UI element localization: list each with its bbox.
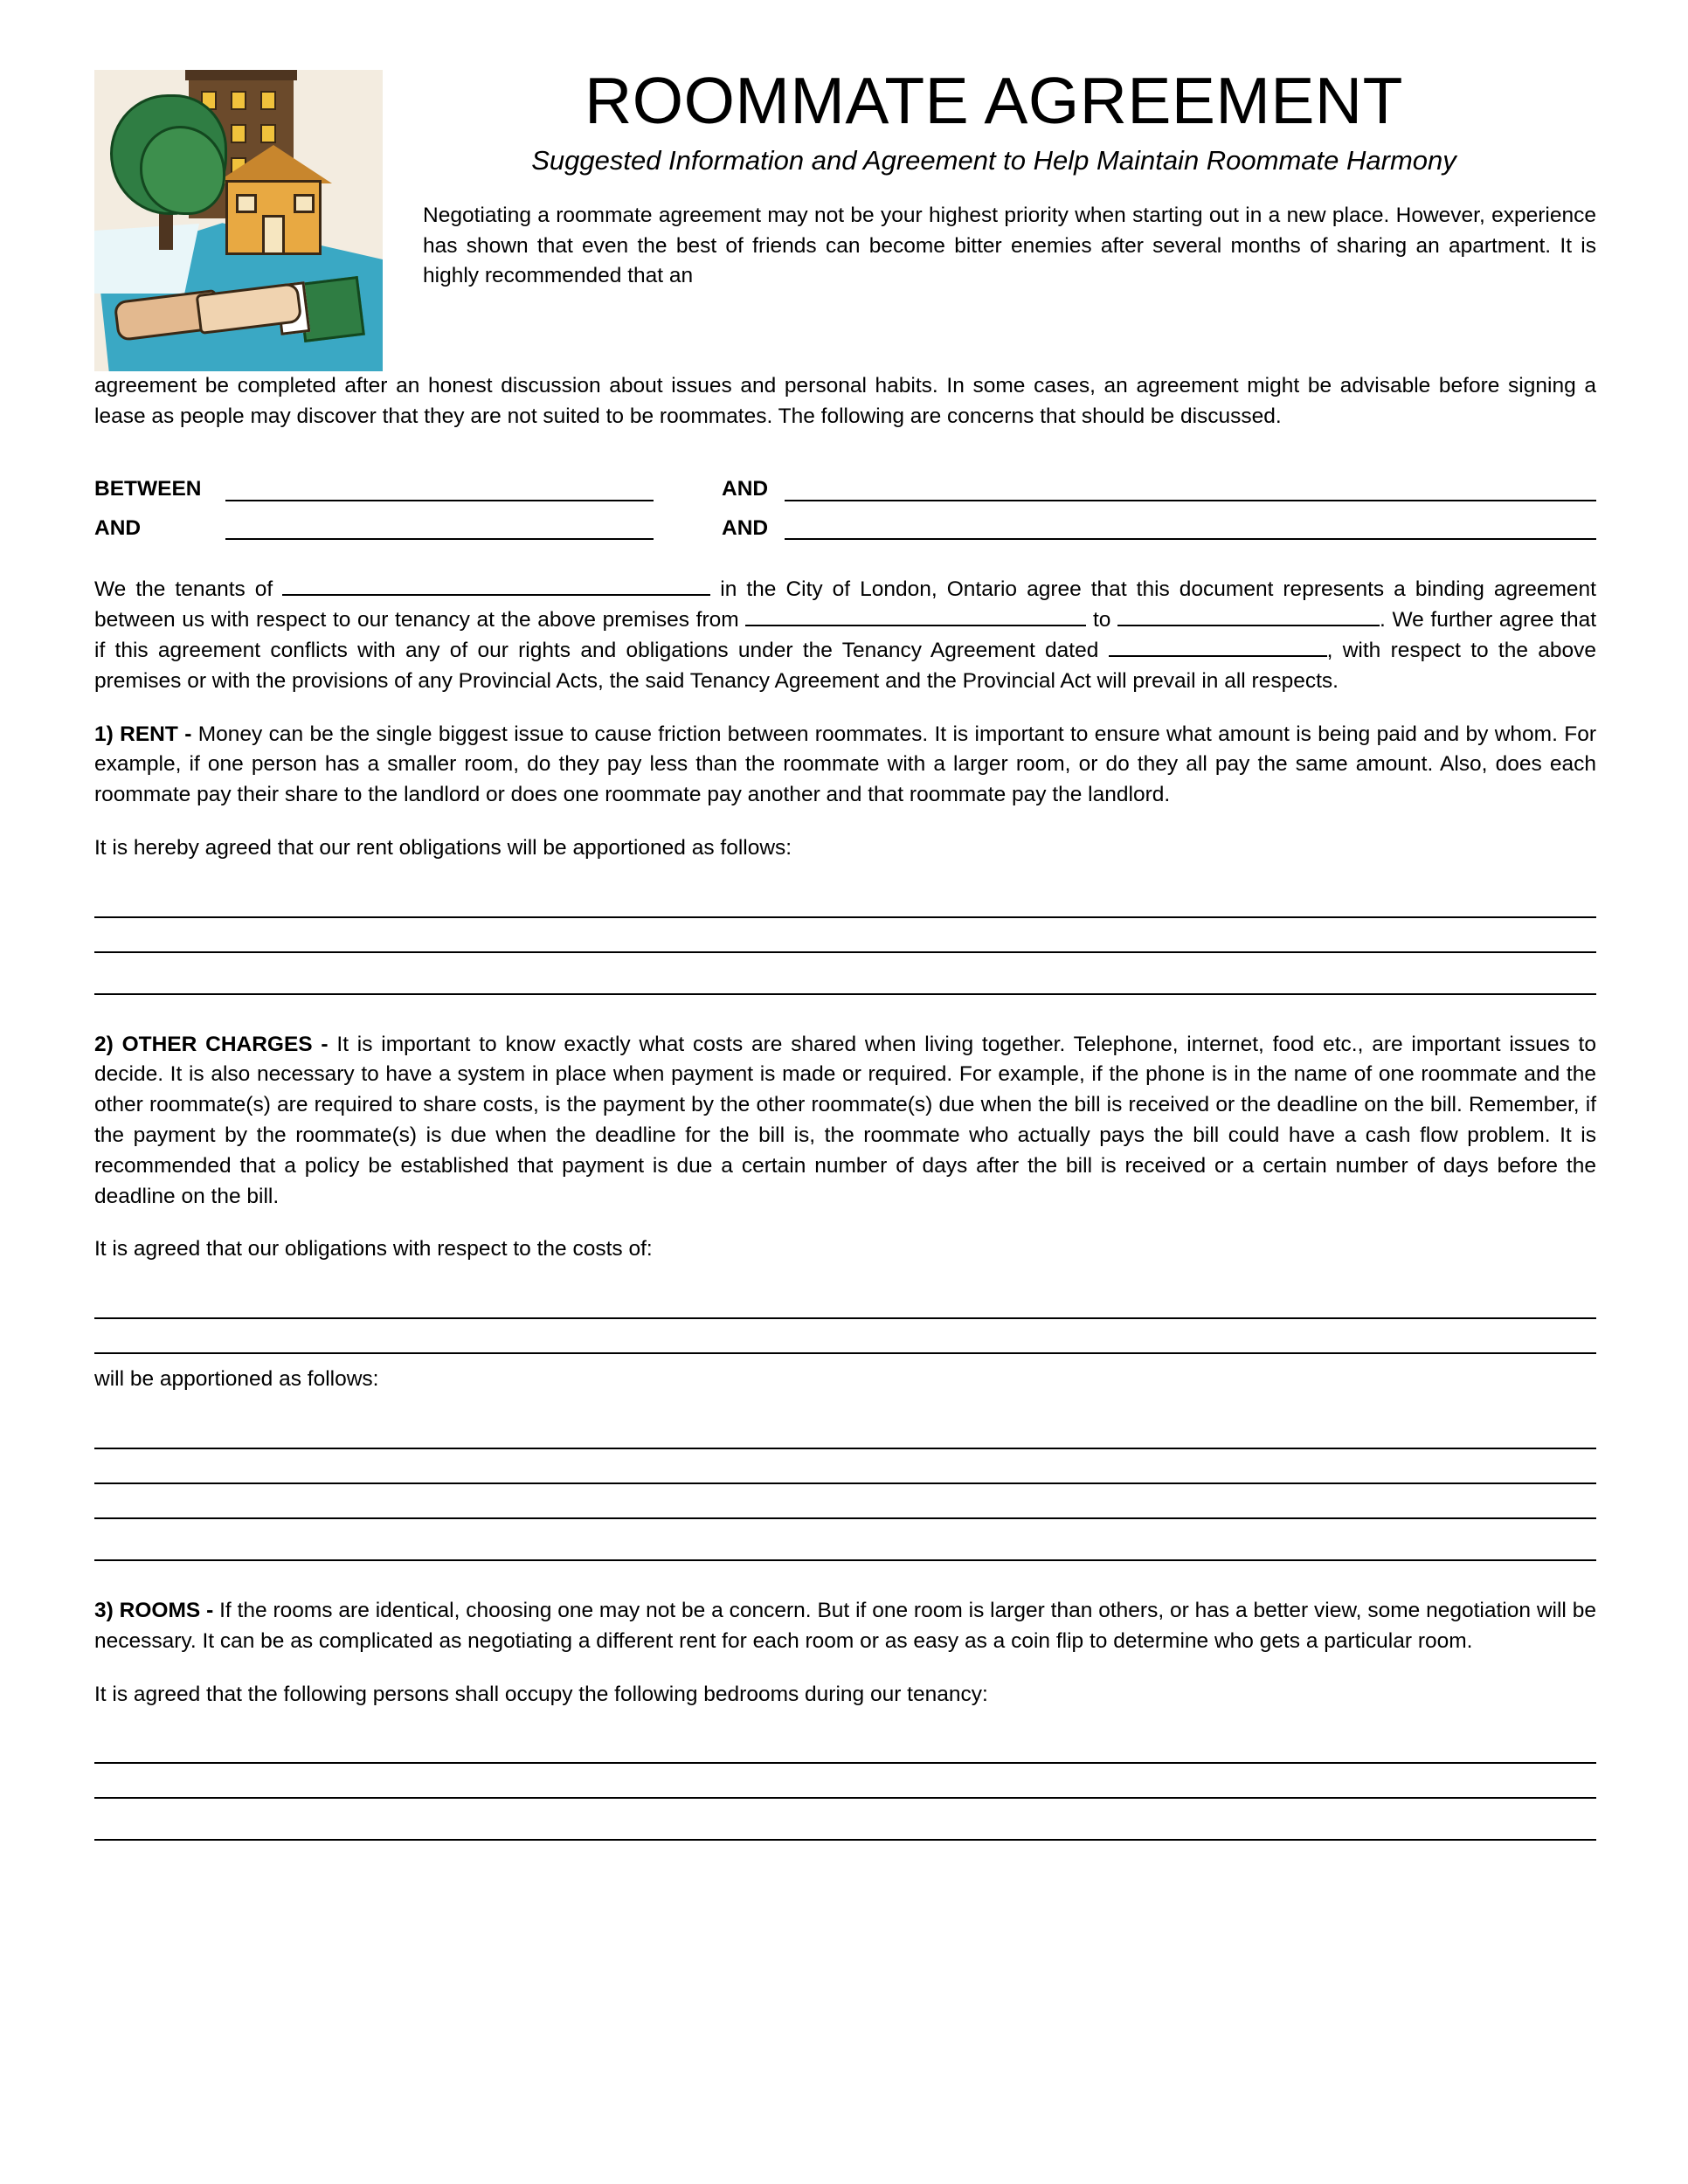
section-2-answer-lines-a: [94, 1284, 1596, 1354]
answer-line[interactable]: [94, 1519, 1596, 1561]
answer-line[interactable]: [94, 918, 1596, 953]
premises-from-field[interactable]: [745, 605, 1086, 626]
section-2-paragraph: [94, 1030, 1596, 1213]
clause-text-5: , with respect to the above premises or with the provisions of any Provincial Acts, the said Tenancy Agreement and the Provincial Act will prevail in all respects.: [94, 639, 1596, 693]
and-field-3[interactable]: [785, 517, 1596, 540]
tenants-of-field[interactable]: [282, 575, 710, 596]
between-field-1[interactable]: [225, 479, 654, 501]
and-field-2[interactable]: [225, 517, 654, 540]
section-2-body: It is important to know exactly what costs are shared when living together. Telephone, internet, food etc., are important issues to decide. It is also necessary to have a system in place when payment is made or required. For example, if the phone is in the name of one roommate and the other roommate(s) are required to share costs, is the payment by the other roommate(s) due when the bill is received or the deadline on the bill. Remember, if the payment by the roommate(s) is due when the deadline for the bill is, the roommate who actually pays the bill could have a cash flow problem. It is recommended that a policy be established that payment is due a certain number of days after the bill is received or a certain number of days before the deadline on the bill.: [94, 1032, 1596, 1208]
section-2-answer-lines-b: [94, 1414, 1596, 1561]
answer-line[interactable]: [94, 1449, 1596, 1484]
and-label-2: AND: [94, 515, 142, 540]
section-3-prompt: It is agreed that the following persons shall occupy the following bedrooms during our tenancy:: [94, 1682, 988, 1706]
answer-line[interactable]: [94, 1414, 1596, 1449]
answer-line[interactable]: [94, 883, 1596, 918]
clause-text-4: . We further agree that if this agreement conflicts with any of our rights and obligations under the Tenancy Agreement dated: [94, 608, 1596, 662]
and-label-3: AND: [722, 515, 769, 540]
parties-row-2: [94, 517, 1596, 541]
answer-line[interactable]: [94, 1319, 1596, 1354]
section-3-body: If the rooms are identical, choosing one may not be a concern. But if one room is larger than others, or has a better view, some negotiation will be necessary. It can be as complicated as negotiating a different rent for each room or as easy as a coin flip to determine who gets a particular room.: [94, 1598, 1596, 1653]
agreement-clause-paragraph: [94, 575, 1596, 696]
answer-line[interactable]: [94, 1729, 1596, 1764]
parties-block: [94, 478, 1596, 541]
tenancy-agreement-date-field[interactable]: [1109, 636, 1327, 657]
section-1-body: Money can be the single biggest issue to cause friction between roommates. It is important to ensure what amount is being paid and by whom. For example, if one person has a smaller room, do they pay less than the roommate with a larger room, or do they all pay the same amount. Also, does each roommate pay their share to the landlord or does one roommate pay another and that roommate pay the landlord.: [94, 722, 1597, 807]
parties-row-1: [94, 478, 1596, 501]
section-1-answer-lines: [94, 883, 1596, 995]
clause-text-2: in the City of London, Ontario agree that this document represents a binding agreement between us with respect to our tenancy at the above premises from: [94, 577, 1596, 632]
intro-paragraph-part1: Negotiating a roommate agreement may not be your highest priority when starting out in a new place. However, experience has shown that even the best of friends can become bitter enemies after several months of sharing an apartment. It is highly recommended that an: [423, 203, 1596, 288]
section-2-heading: 2) OTHER CHARGES -: [94, 1032, 337, 1056]
between-label: BETWEEN: [94, 476, 202, 501]
section-1-paragraph: [94, 720, 1596, 811]
section-1-heading: 1) RENT -: [94, 722, 198, 746]
page-subtitle: Suggested Information and Agreement to Help Maintain Roommate Harmony: [531, 144, 1456, 176]
section-3-answer-lines: [94, 1729, 1596, 1841]
section-2-prompt-2: will be apportioned as follows:: [94, 1367, 379, 1392]
clause-text-1: We the tenants of: [94, 577, 283, 602]
section-2-prompt: It is agreed that our obligations with respect to the costs of:: [94, 1237, 653, 1261]
intro-paragraph-part2: agreement be completed after an honest discussion about issues and personal habits. In some cases, an agreement might be advisable before signing a lease as people may discover that they are not suited to be roommates. The following are concerns that should be discussed.: [94, 374, 1596, 428]
premises-to-field[interactable]: [1117, 605, 1380, 626]
answer-line[interactable]: [94, 1284, 1596, 1319]
page-title: ROOMMATE AGREEMENT: [585, 64, 1403, 137]
answer-line[interactable]: [94, 1484, 1596, 1519]
section-3-heading: 3) ROOMS -: [94, 1598, 220, 1622]
answer-line[interactable]: [94, 1799, 1596, 1841]
answer-line[interactable]: [94, 1764, 1596, 1799]
header-text-block: [383, 61, 1596, 292]
roommate-illustration-icon: [94, 70, 383, 371]
and-label-1: AND: [722, 476, 769, 501]
section-3-paragraph: [94, 1596, 1596, 1657]
document-header: [94, 61, 1596, 371]
answer-line[interactable]: [94, 953, 1596, 995]
and-field-1[interactable]: [785, 479, 1596, 501]
clause-text-3: to: [1086, 608, 1118, 632]
section-1-prompt: It is hereby agreed that our rent obligations will be apportioned as follows:: [94, 835, 792, 860]
